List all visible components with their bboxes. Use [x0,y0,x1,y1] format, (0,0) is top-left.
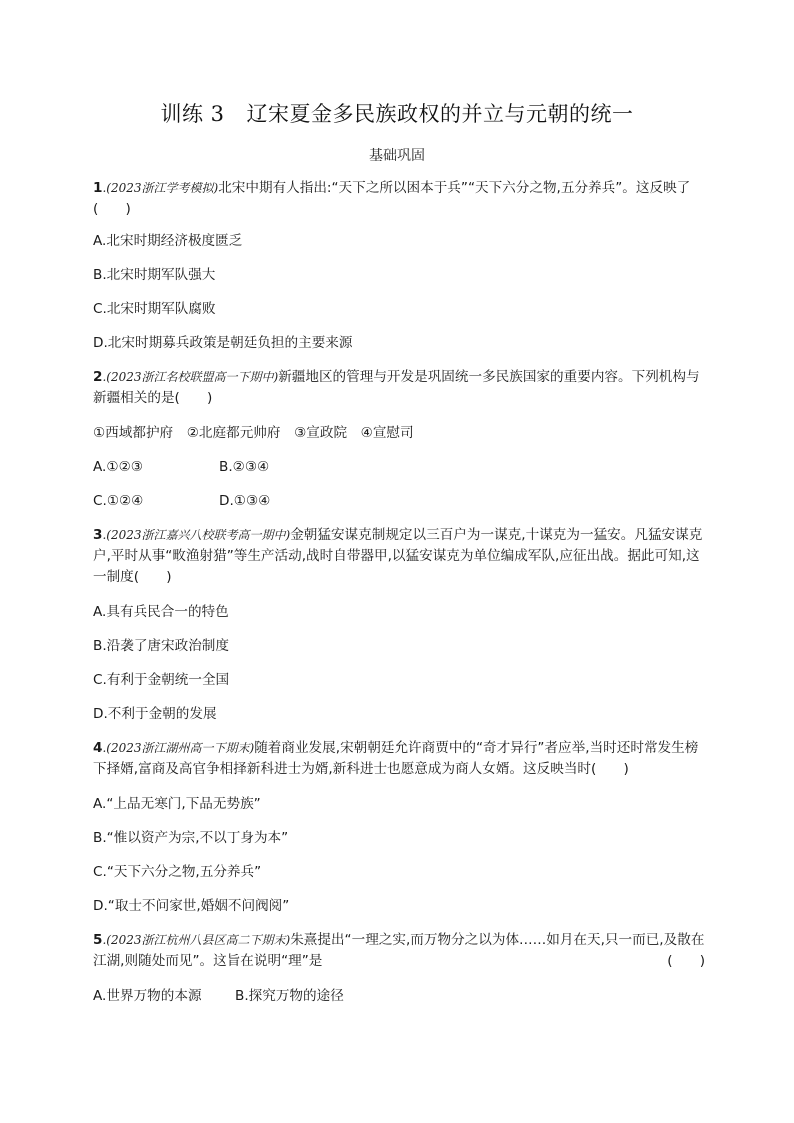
option-d[interactable]: D.北宋时期募兵政策是朝廷负担的主要来源 [93,335,353,351]
question-source: .(2023浙江名校联盟高一下期中) [102,370,279,384]
option-c[interactable]: C.北宋时期军队腐败 [93,301,216,317]
question-text: 北宋中期有人指出:“天下之所以困本于兵”“天下六分之物,五分养兵”。这反映了( ) [93,180,691,217]
option-b[interactable]: B.探究万物的途径 [235,988,344,1004]
option-b[interactable]: B.沿袭了唐宋政治制度 [93,638,229,654]
question-text: 朱熹提出“一理之实,而万物分之以为体……如月在天,只一而已,及散在江湖,则随处而见”。这旨在说明“理”是 [93,932,705,969]
option-a[interactable]: A.①②③ [93,459,143,475]
option-b[interactable]: B.“惟以资产为宗,不以丁身为本” [93,830,289,846]
question-2-items: ①西域都护府 ②北庭都元帅府 ③宣政院 ④宣慰司 [93,425,414,441]
section-heading: 基础巩固 [369,148,425,164]
question-number: 3 [93,527,103,543]
question-text: 金朝猛安谋克制规定以三百户为一谋克,十谋克为一猛安。凡猛安谋克户,平时从事“畋渔射猎”等生产活动,战时自带器甲,以猛安谋克为单位编成军队,应征出战。据此可知,这一制度( ) [93,527,703,585]
option-a[interactable]: A.具有兵民合一的特色 [93,604,229,620]
question-number: 2 [93,369,103,385]
question-2-stem [93,367,705,409]
page-title [0,98,794,128]
question-number: 1 [93,180,103,196]
option-a[interactable]: A.“上品无寒门,下品无势族” [93,796,261,812]
option-d[interactable]: D.不利于金朝的发展 [93,706,217,722]
option-c[interactable]: C.①②④ [93,493,144,509]
option-b[interactable]: B.②③④ [219,459,270,475]
title-prefix: 训练 3 [160,102,225,126]
answer-bracket: ( ) [667,953,705,969]
option-a[interactable]: A.北宋时期经济极度匮乏 [93,233,243,249]
option-a[interactable]: A.世界万物的本源 [93,988,202,1004]
question-source: .(2023浙江嘉兴八校联考高一期中) [102,528,291,542]
question-3-stem [93,525,705,588]
question-source: .(2023浙江学考模拟) [102,181,219,195]
option-c[interactable]: C.有利于金朝统一全国 [93,672,230,688]
question-text: 新疆地区的管理与开发是巩固统一多民族国家的重要内容。下列机构与新疆相关的是( ) [93,369,700,406]
question-text: 随着商业发展,宋朝朝廷允许商贾中的“奇才异行”者应举,当时还时常发生榜下择婿,富商及高官争相择新科进士为婿,新科进士也愿意成为商人女婿。这反映当时( ) [93,740,699,777]
question-source: .(2023浙江湖州高一下期末) [102,741,255,755]
question-5-stem [93,930,705,972]
question-source: .(2023浙江杭州八县区高二下期末) [102,933,291,947]
question-number: 4 [93,740,103,756]
title-main: 辽宋夏金多民族政权的并立与元朝的统一 [246,102,634,126]
question-1-stem [93,178,705,220]
question-4-stem [93,738,705,780]
option-c[interactable]: C.“天下六分之物,五分养兵” [93,864,262,880]
option-d[interactable]: D.“取士不问家世,婚姻不问阀阅” [93,898,290,914]
question-number: 5 [93,932,103,948]
option-d[interactable]: D.①③④ [219,493,271,509]
option-b[interactable]: B.北宋时期军队强大 [93,267,216,283]
